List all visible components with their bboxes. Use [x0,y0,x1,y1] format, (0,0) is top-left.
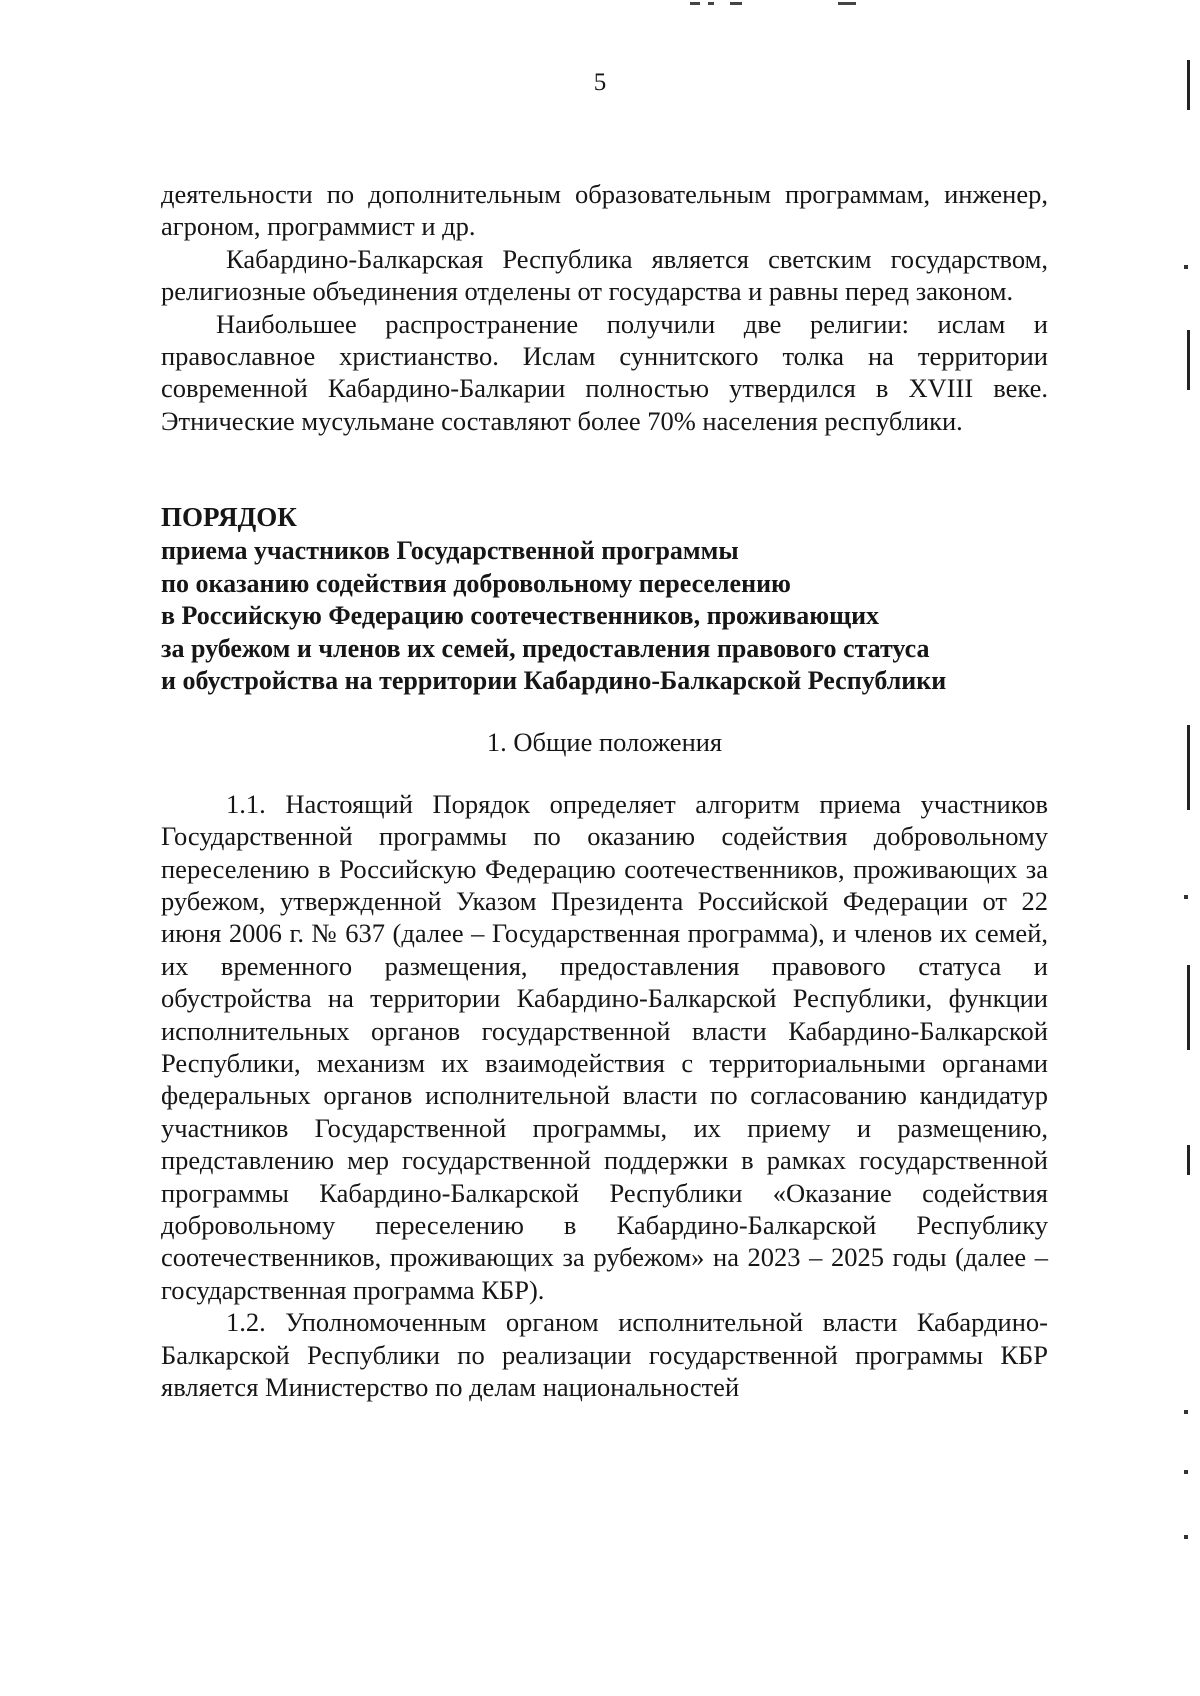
intro-paragraph-1: деятельности по дополнительным образовательным программам, инженер, агроном, программист и др. [161,179,1048,242]
intro-paragraph-3: Наибольшее распространение получили две религии: ислам и православное христианство. Ислам суннитского толка на территории современной Кабардино-Балкарии полностью утвердился в XVIII веке. Этнические мусульмане составляют более 70% населения республики. [161,308,1048,436]
heading-subtitle-line: по оказанию содействия добровольному переселению [161,568,791,598]
heading-subtitle-line: в Российскую Федерацию соотечественников, проживающих [161,601,880,631]
scan-dot [1184,1535,1188,1539]
scan-dot [1184,1410,1188,1414]
scan-marks-top [690,0,860,8]
scan-edge-mark [1187,330,1190,390]
heading-subtitle-line: за рубежом и членов их семей, предоставления правового статуса [161,633,930,663]
page-number: 5 [593,69,607,96]
document-heading [161,499,1048,698]
heading-subtitle-line: и обустройства на территории Кабардино-Балкарской Республики [161,666,947,696]
clause-1-2: 1.2. Уполномоченным органом исполнительной власти Кабардино-Балкарской Республики по реализации государственной программы КБР является Министерство по делам национальностей [161,1307,1048,1403]
document-body [161,178,1048,1403]
intro-paragraph-2: Кабардино-Балкарская Республика является светским государством, религиозные объединения отделены от государства и равны перед законом. [161,243,1048,307]
scan-dot [1184,1470,1188,1474]
heading-subtitle-line: приема участников Государственной программы [161,536,739,566]
scan-edge-mark [1187,965,1190,1050]
scan-edge-mark [1187,725,1190,810]
scan-dot [1184,265,1188,269]
section-title: 1. Общие положения [486,726,723,757]
clause-1-1: 1.1. Настоящий Порядок определяет алгоритм приема участников Государственной программы по оказанию содействия добровольному переселению в Российскую Федерацию соотечественников, проживающих за рубежом, утвержденной Указом Президента Российской Федерации от 22 июня 2006 г. № 637 (далее – Государственная программа), и членов их семей, их временного размещения, предоставления правового статуса и обустройства на территории Кабардино-Балкарской Республики, функции исполнительных органов государственной власти Кабардино-Балкарской Республики, механизм их взаимодействия с территориальными органами федеральных органов исполнительной власти по согласованию кандидатур участников Государственной программы, их приему и размещению, представлению мер государственной поддержки в рамках государственной программы Кабардино-Балкарской Республики «Оказание содействия добровольному переселению в Кабардино-Балкарской Республику соотечественников, проживающих за рубежом» на 2023 – 2025 годы (далее – государственная программа КБР). [161,788,1048,1305]
scan-dot [1184,895,1188,899]
heading-title: ПОРЯДОК [161,502,297,533]
scan-edge-mark [1187,1145,1190,1175]
